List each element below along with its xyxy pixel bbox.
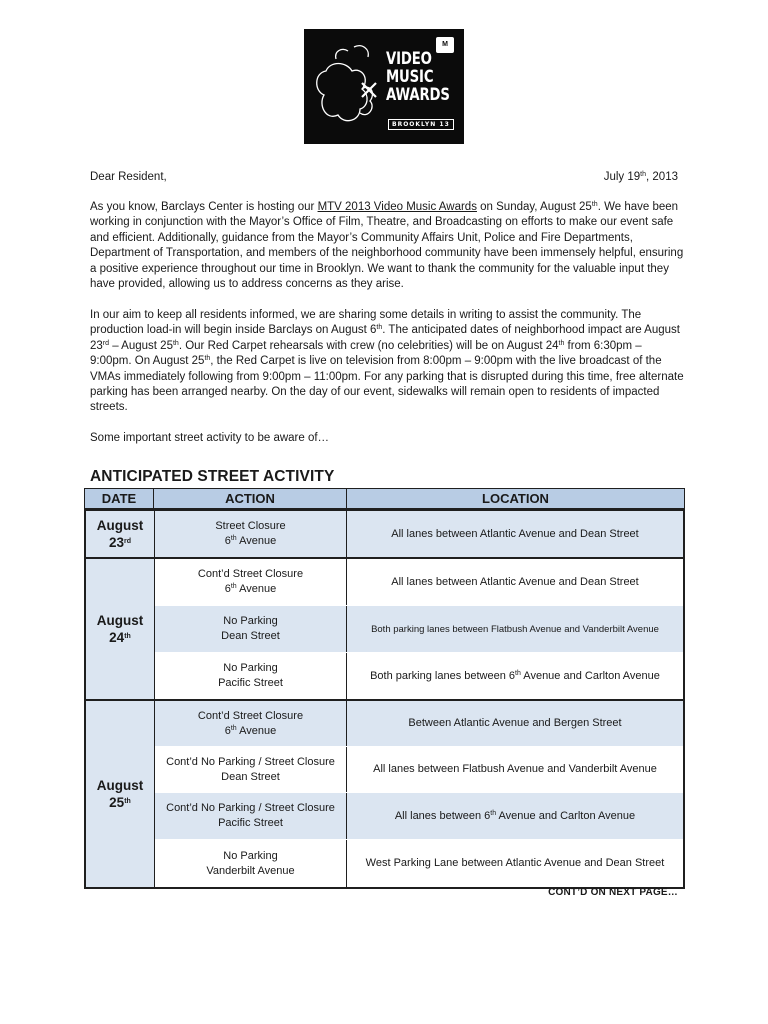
paragraph-lead-in: Some important street activity to be aware of…: [90, 432, 330, 444]
location-cell: West Parking Lane between Atlantic Avenue and Dean Street: [365, 857, 665, 869]
mtv-badge-icon: M: [436, 37, 454, 53]
section-title: ANTICIPATED STREET ACTIVITY: [90, 468, 335, 485]
date-cell: August 25th: [86, 701, 155, 887]
action-cell: No Parking Dean Street: [155, 606, 347, 652]
action-cell: No Parking Vanderbilt Avenue: [155, 840, 347, 887]
location-cell: All lanes between 6th Avenue and Carlton Avenue: [394, 809, 636, 822]
paragraph-intro: As you know, Barclays Center is hosting our MTV 2013 Video Music Awards on Sunday, August 25th. We have been working in conjunction with the Mayor’s Office of Film, Theatre, and Broadcasting on efforts to make our event safe and efficient. Additionally, guidance from the Mayor’s Community Affairs Unit, Police and Fire Departments, Department of Transportation, and members of the neighborhood community have been immensely helpful, ensuring a positive experience throughout our time in Brooklyn. We want to thank the community for the valuable input they have provided, allowing us to address concerns as they arise.: [90, 201, 684, 291]
table-row: [155, 839, 683, 887]
location-cell: Both parking lanes between Flatbush Avenue and Vanderbilt Avenue: [371, 623, 659, 635]
date-group: [84, 559, 685, 701]
header-location: LOCATION: [482, 491, 549, 506]
table-row: [155, 559, 683, 605]
date-cell: August 23rd: [86, 511, 155, 557]
logo-city-tag: BROOKLYN 13: [388, 119, 454, 130]
logo-line: AWARDS: [386, 85, 450, 105]
action-cell: Cont’d No Parking / Street Closure Pacific Street: [155, 793, 347, 839]
location-cell: All lanes between Atlantic Avenue and Dean Street: [391, 575, 639, 588]
action-cell: Street Closure 6th Avenue: [155, 511, 347, 557]
table-row: [155, 652, 683, 699]
continued-note: CONT’D ON NEXT PAGE…: [548, 887, 678, 898]
table-row: [155, 511, 683, 557]
action-cell: Cont’d Street Closure 6th Avenue: [155, 559, 347, 605]
location-cell: Both parking lanes between 6th Avenue and Carlton Avenue: [370, 669, 660, 682]
table-row: [155, 605, 683, 652]
vma-link[interactable]: MTV 2013 Video Music Awards: [317, 201, 477, 213]
location-cell: All lanes between Flatbush Avenue and Vanderbilt Avenue: [373, 763, 657, 775]
logo-wordmark: [386, 51, 464, 105]
header-action: ACTION: [154, 489, 347, 508]
table-header: [84, 488, 685, 509]
street-activity-table: [84, 488, 685, 889]
location-cell: All lanes between Atlantic Avenue and Dean Street: [391, 527, 639, 540]
date-group: [84, 509, 685, 559]
date-cell: August 24th: [86, 559, 155, 699]
logo-line: MUSIC: [386, 67, 434, 87]
table-row: [155, 701, 683, 746]
action-cell: No Parking Pacific Street: [155, 653, 347, 699]
salutation: Dear Resident,: [90, 171, 167, 183]
table-row: [155, 746, 683, 792]
action-cell: Cont’d Street Closure 6th Avenue: [155, 701, 347, 746]
paragraph-details: In our aim to keep all residents informed, we are sharing some details in writing to assist the community. The production load-in will begin inside Barclays on August 6th. The anticipated dates of neighborhood impact are August 23rd – August 25th. Our Red Carpet rehearsals with crew (no celebrities) will be on August 24th from 6:30pm – 9:00pm. On August 25th, the Red Carpet is live on television from 8:00pm – 9:00pm with the live broadcast of the VMAs immediately following from 9:00pm – 11:00pm. For any parking that is disrupted during this time, free alternate parking has been arranged nearby. On the day of our event, sidewalks will remain open to residents of impacted streets.: [90, 309, 684, 414]
logo-line: VIDEO: [386, 49, 432, 69]
table-row: [155, 792, 683, 839]
action-cell: Cont’d No Parking / Street Closure Dean Street: [155, 747, 347, 792]
vma-logo: [304, 29, 464, 144]
location-cell: Between Atlantic Avenue and Bergen Street: [408, 717, 622, 729]
header-date: DATE: [85, 489, 154, 508]
letter-date: July 19th, 2013: [603, 171, 678, 183]
date-group: [84, 701, 685, 889]
